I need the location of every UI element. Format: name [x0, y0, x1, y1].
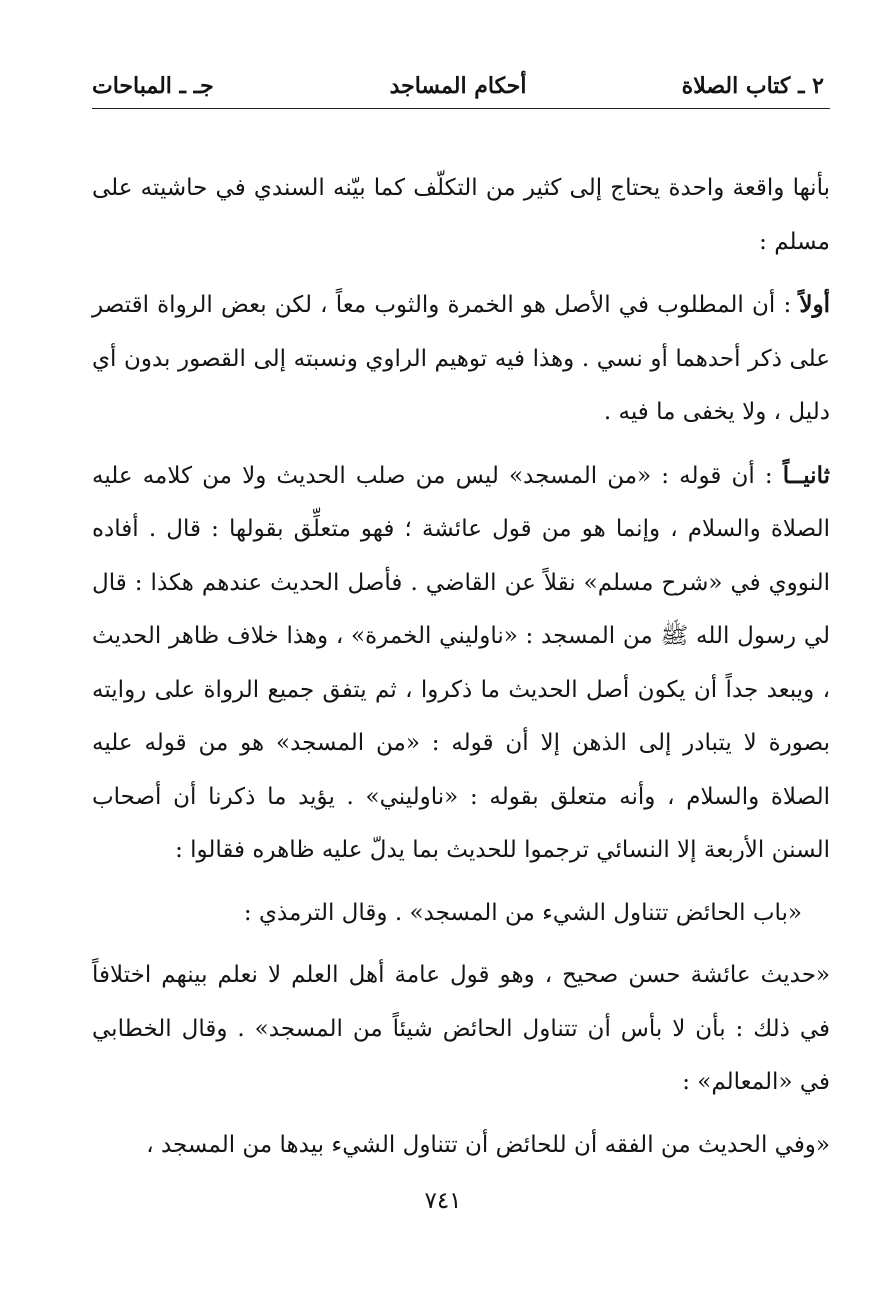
quote-tirmidhi-text: «حديث عائشة حسن صحيح ، وهو قول عامة أهل العلم لا نعلم بينهم اختلافاً في ذلك : بأن لا بأس أن تتناول الحائض شيئاً من المسجد» . وقال الخطابي في «المعالم» :: [92, 962, 830, 1095]
header-divider: [92, 108, 830, 109]
quote-khattabi-text: «وفي الحديث من الفقه أن للحائض أن تتناول الشيء بيدها من المسجد ،: [146, 1131, 830, 1158]
header-chapter: ٢ ـ كتاب الصلاة: [681, 73, 824, 99]
second-point-lead: ثانيــاً: [782, 461, 830, 489]
second-point-text: : أن قوله : «من المسجد» ليس من صلب الحديث ولا من كلامه عليه الصلاة والسلام ، وإنما هو من قول عائشة ؛ فهو متعلِّق بقولها : قال . أفاده النووي في «شرح مسلم» نقلاً عن القاضي . فأصل الحديث عندهم هكذا : قال لي رسول الله ﷺ من المسجد : «ناوليني الخمرة» ، وهذا خلاف ظاهر الحديث ، ويبعد جداً أن يكون أصل الحديث ما ذكروا ، ثم يتفق جميع الرواة على روايته بصورة لا يتبادر إلى الذهن إلا أن قوله : «من المسجد» هو من قوله عليه الصلاة والسلام ، وأنه متعلق بقوله : «ناوليني» . يؤيد ما ذكرنا أن أصحاب السنن الأربعة إلا النسائي ترجموا للحديث بما يدلّ عليه ظاهره فقالوا :: [92, 462, 830, 863]
header-section-title: أحكام المساجد: [389, 73, 527, 99]
paragraph-quote-khattabi: [92, 1119, 830, 1173]
running-header: [92, 66, 824, 106]
paragraph-intro: [92, 162, 830, 269]
quote-chapter-text: «باب الحائض تتناول الشيء من المسجد» . وقال الترمذي :: [243, 899, 802, 926]
paragraph-intro-text: بأنها واقعة واحدة يحتاج إلى كثير من التكلّف كما بيّنه السندي في حاشيته على مسلم :: [92, 175, 830, 255]
paragraph-quote-tirmidhi: [92, 949, 830, 1110]
paragraph-second-point: [92, 449, 830, 878]
page-body: [92, 162, 830, 1172]
page-number: ٧٤١: [424, 1188, 462, 1214]
first-point-text: : أن المطلوب في الأصل هو الخمرة والثوب معاً ، لكن بعض الرواة اقتصر على ذكر أحدهما أو نسي . وهذا فيه توهيم الراوي ونسبته إلى القصور بدون أي دليل ، ولا يخفى ما فيه .: [92, 292, 830, 425]
paragraph-quote-chapter: [92, 887, 830, 941]
paragraph-first-point: [92, 278, 830, 440]
header-subsection: جـ ـ المباحات: [92, 73, 214, 99]
first-point-lead: أولاً: [799, 291, 830, 318]
